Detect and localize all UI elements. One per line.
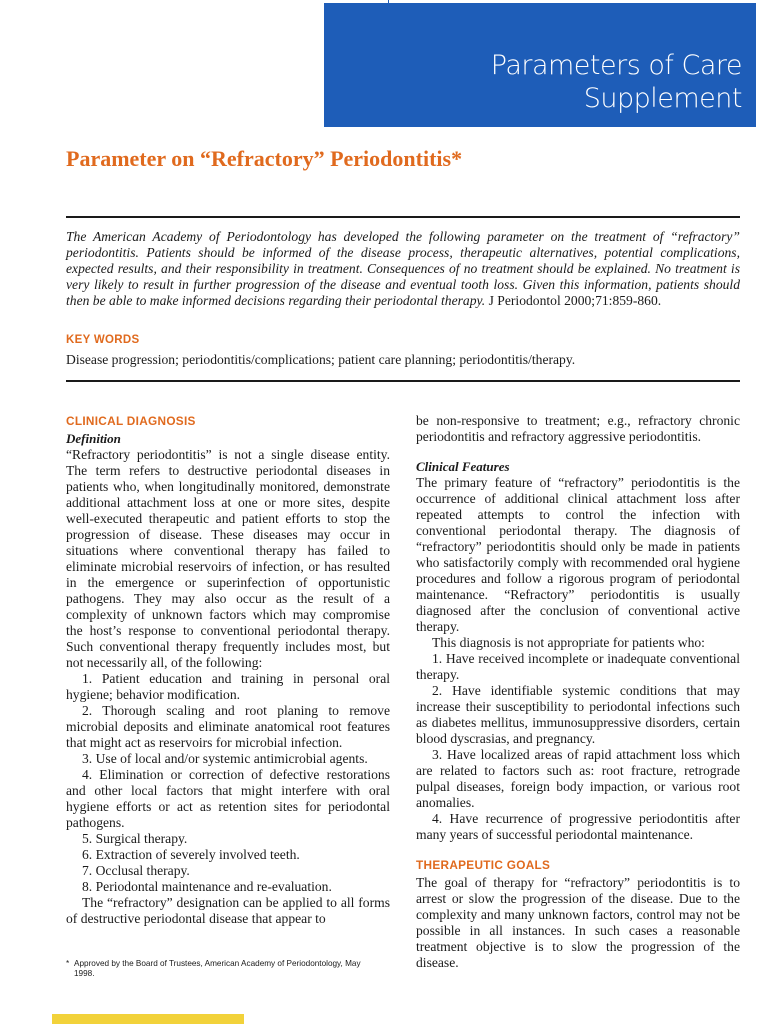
abstract-citation: J Periodontol 2000;71:859-860. [485,293,662,308]
abstract [66,229,740,309]
abstract-text: The American Academy of Periodontology has developed the following parameter on the treatment of “refractory” periodontitis. Patients should be informed of the disease process, therapeutic alternatives, potential complications, expected results, and their responsibility in treatment. Consequences of no treatment should be explained. No treatment is very likely to result in further progression of the disease and eventual tooth loss. Given this information, patients should then be able to make informed decisions regarding their periodontal therapy. [66,229,740,308]
clinical-diagnosis-heading: CLINICAL DIAGNOSIS [66,414,196,428]
not-appropriate-intro: This diagnosis is not appropriate for patients who: [432,635,705,650]
therapy-item: 1. Patient education and training in personal oral hygiene; behavior modification. [66,671,390,702]
footnote-mark: * [66,959,70,968]
footnote [66,959,366,979]
clinical-features-heading: Clinical Features [416,459,510,474]
therapy-item: 8. Periodontal maintenance and re-evaluation. [82,879,332,894]
therapy-item: 6. Extraction of severely involved teeth. [82,847,300,862]
therapy-item: 7. Occlusal therapy. [82,863,190,878]
page-title: Parameter on “Refractory” Periodontitis* [66,146,463,171]
exclusion-item: 2. Have identifiable systemic conditions that may increase their susceptibility to periodontal infections such as diabetes mellitus, immunosuppressive disorders, certain blood dyscrasias, and pregnancy. [416,683,740,746]
banner-title [491,49,742,115]
therapy-item: 4. Elimination or correction of defective restorations and other local factors that might interfere with oral hygiene efforts or act as retention sites for periodontal pathogens. [66,767,390,830]
designation-paragraph: The “refractory” designation can be applied to all forms of destructive periodontal disease that appear to [66,895,390,926]
therapy-item: 5. Surgical therapy. [82,831,188,846]
definition-paragraph: “Refractory periodontitis” is not a single disease entity. The term refers to destructive periodontal diseases in patients who, when longitudinally monitored, demonstrate additional attachment loss at one or more sites, despite well-executed therapeutic and patient efforts to stop the progression of disease. These diseases may occur in situations where conventional therapy has failed to eliminate microbial reservoirs of infection, or has resulted in the emergence or superinfection of opportunistic pathogens. They may also occur as the result of a complexity of unknown factors which may compromise the host’s response to conventional periodontal therapy. Such conventional therapy frequently includes most, but not necessarily all, of the following: [66,447,390,670]
clinical-features-paragraph: The primary feature of “refractory” periodontitis is the occurrence of additional clinical attachment loss after repeated attempts to control the infection with conventional periodontal therapy. The diagnosis of “refractory” periodontitis should only be made in patients who satisfactorily comply with recommended oral hygiene procedures and follow a rigorous program of periodontal maintenance. “Refractory” periodontitis is usually diagnosed after the conclusion of conventional active therapy. [416,475,740,634]
supplement-banner [324,3,756,127]
banner-line-2: Supplement [583,83,742,114]
exclusion-item: 4. Have recurrence of progressive periodontitis after many years of successful periodontal maintenance. [416,811,740,842]
exclusion-item: 1. Have received incomplete or inadequate conventional therapy. [416,651,740,682]
therapy-item: 3. Use of local and/or systemic antimicrobial agents. [82,751,368,766]
footer-accent-bar [52,1014,244,1024]
keywords-rule [66,380,740,382]
left-column [66,413,390,927]
footnote-text: Approved by the Board of Trustees, American Academy of Periodontology, May 1998. [74,959,361,978]
keywords-text: Disease progression; periodontitis/complications; patient care planning; periodontitis/therapy. [66,352,576,367]
designation-paragraph-continued: be non-responsive to treatment; e.g., refractory chronic periodontitis and refractory aggressive periodontitis. [416,413,740,444]
banner-line-1: Parameters of Care [490,50,742,81]
top-rule [66,216,740,218]
keywords-heading: KEY WORDS [66,334,140,346]
exclusion-item: 3. Have localized areas of rapid attachment loss which are related to factors such as: root fracture, retrograde pulpal diseases, foreign body impaction, or various root anomalies. [416,747,740,810]
right-column [416,413,740,971]
definition-heading: Definition [66,431,121,446]
therapeutic-goals-heading: THERAPEUTIC GOALS [416,858,551,872]
therapy-item: 2. Thorough scaling and root planing to remove microbial deposits and eliminate anatomical root features that might act as reservoirs for microbial infection. [66,703,390,750]
therapeutic-goals-paragraph: The goal of therapy for “refractory” periodontitis is to arrest or slow the progression of the disease. Due to the complexity and many unknown factors, control may not be possible in all instances. In such cases a reasonable treatment objective is to slow the progression of the disease. [416,875,740,970]
